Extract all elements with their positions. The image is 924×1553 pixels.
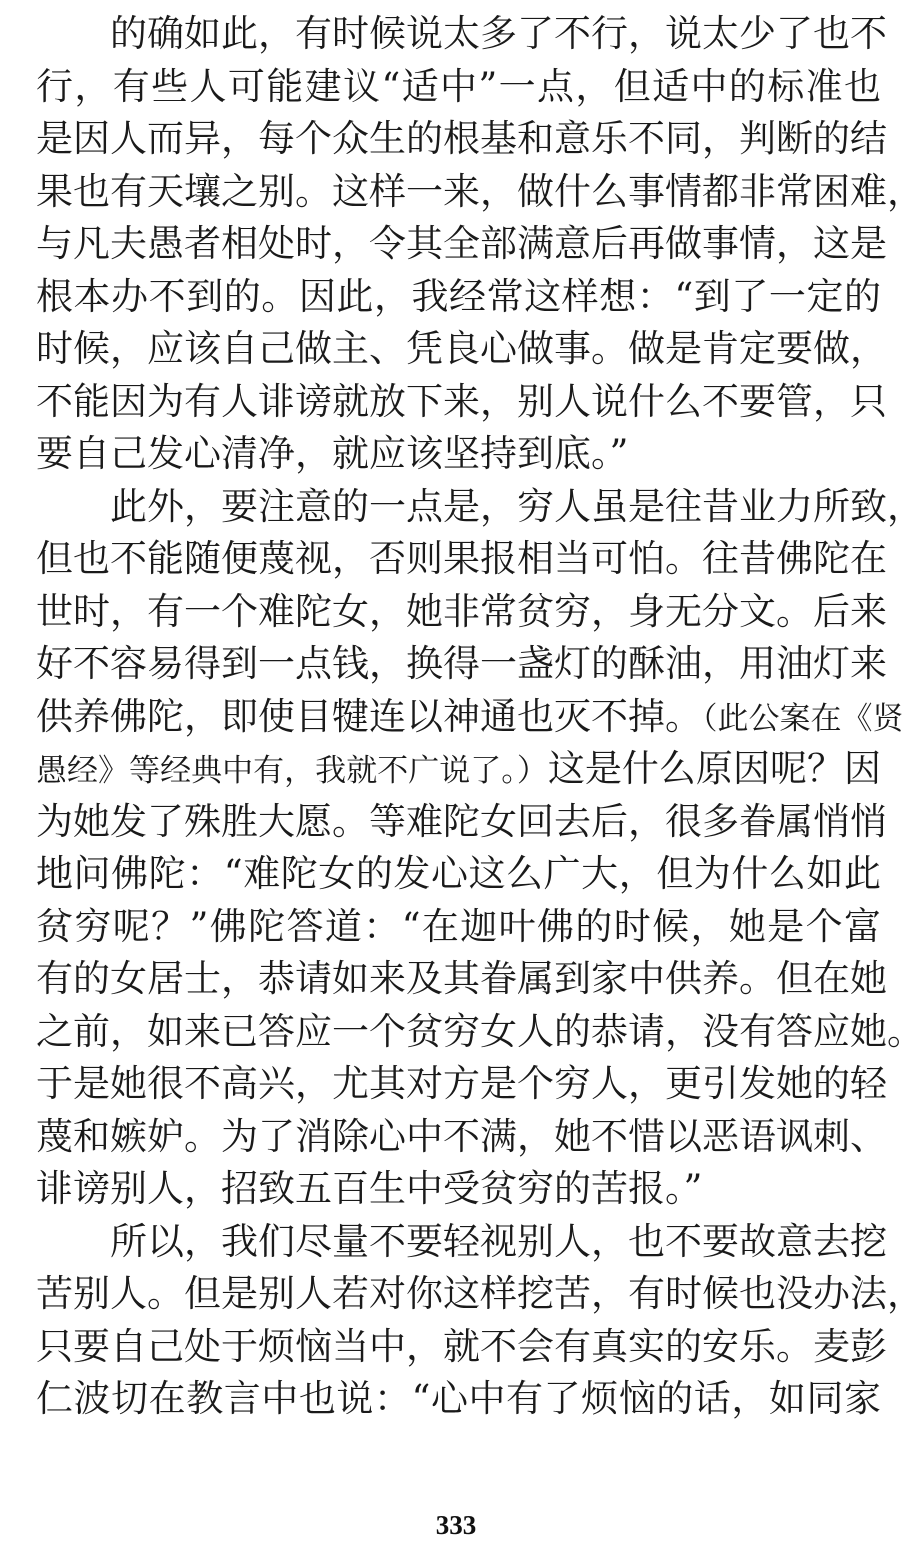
- text-line: 仁波切在教言中也说：“心中有了烦恼的话，如同家: [36, 1377, 881, 1420]
- text-line: 的确如此，有时候说太多了不行，说太少了也不: [36, 12, 887, 55]
- annotation-note: 愚经》等经典中有，我就不广说了。）: [36, 753, 548, 789]
- text-line: 时候，应该自己做主、凭良心做事。做是肯定要做，: [36, 327, 887, 370]
- text-line: 是因人而异，每个众生的根基和意乐不同，判断的结: [36, 117, 887, 160]
- text-line: 果也有天壤之别。这样一来，做什么事情都非常困难，: [36, 169, 924, 213]
- text-line: 有的女居士，恭请如来及其眷属到家中供养。但在她: [36, 957, 887, 1000]
- text-line: 之前，如来已答应一个贫穷女人的恭请，没有答应她。: [36, 1009, 924, 1053]
- text-line: 贫穷呢？”佛陀答道：“在迦叶佛的时候，她是个富: [36, 904, 881, 948]
- text-line-with-note: [36, 691, 904, 744]
- text-line: 世时，有一个难陀女，她非常贫穷，身无分文。后来: [36, 589, 887, 633]
- text-line: 好不容易得到一点钱，换得一盏灯的酥油，用油灯来: [36, 642, 887, 685]
- text-line: 但也不能随便蔑视，否则果报相当可怕。往昔佛陀在: [36, 537, 887, 580]
- text-segment: 这是什么原因呢？因: [547, 747, 882, 790]
- text-line: 行，有些人可能建议“适中”一点，但适中的标准也: [36, 64, 881, 108]
- page-number: 333: [435, 1510, 477, 1540]
- paragraph-3: [36, 1216, 924, 1426]
- paragraph-2: [36, 481, 924, 1216]
- text-line: 于是她很不高兴，尤其对方是个穷人，更引发她的轻: [36, 1062, 887, 1105]
- text-line: 为她发了殊胜大愿。等难陀女回去后，很多眷属悄悄: [36, 799, 887, 843]
- page-body: [36, 8, 924, 1426]
- text-line: 此外，要注意的一点是，穷人虽是往昔业力所致，: [36, 484, 924, 528]
- text-line: 地问佛陀：“难陀女的发心这么广大，但为什么如此: [36, 852, 881, 895]
- paragraph-1: [36, 8, 924, 481]
- text-line: 诽谤别人，招致五百生中受贫穷的苦报。”: [36, 1167, 703, 1210]
- text-line: 只要自己处于烦恼当中，就不会有真实的安乐。麦彭: [36, 1324, 887, 1368]
- text-line: 所以，我们尽量不要轻视别人，也不要故意去挖: [36, 1219, 887, 1263]
- text-line: 苦别人。但是别人若对你这样挖苦，有时候也没办法，: [36, 1272, 924, 1315]
- text-line: 与凡夫愚者相处时，令其全部满意后再做事情，这是: [36, 222, 887, 265]
- text-line-with-note: [36, 743, 881, 796]
- text-line: 要自己发心清净，就应该坚持到底。”: [36, 432, 629, 475]
- text-line: 蔑和嫉妒。为了消除心中不满，她不惜以恶语讽刺、: [36, 1114, 887, 1158]
- text-segment: 供养佛陀，即使目犍连以神通也灭不掉。: [36, 694, 702, 738]
- annotation-note: （此公案在《贤: [702, 700, 904, 737]
- text-line: 不能因为有人诽谤就放下来，别人说什么不要管，只: [36, 379, 887, 423]
- text-line: 根本办不到的。因此，我经常这样想：“到了一定的: [36, 274, 881, 318]
